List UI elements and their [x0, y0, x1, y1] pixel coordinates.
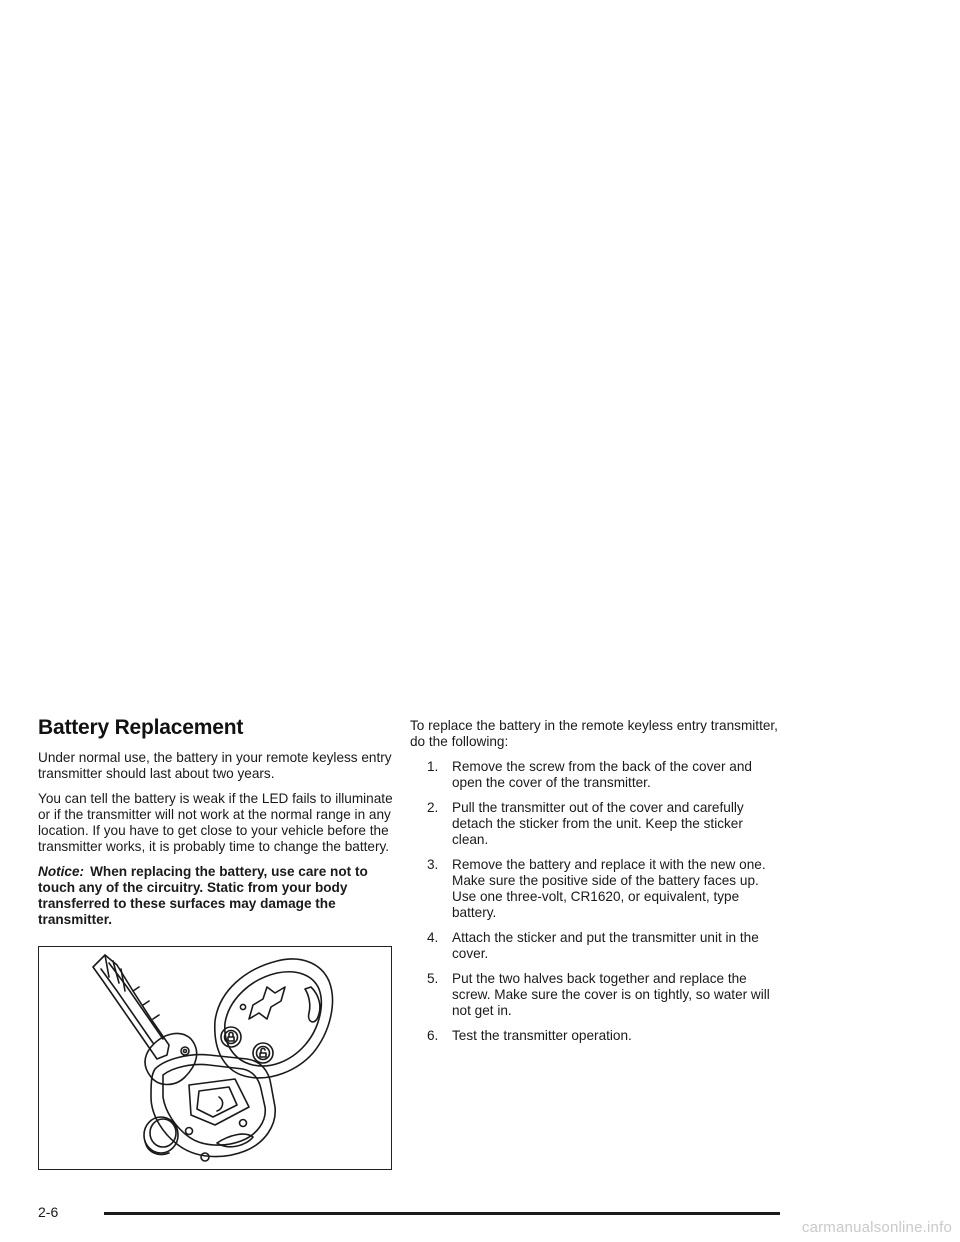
page-number: 2-6: [38, 1204, 59, 1220]
step-item: [410, 759, 782, 791]
steps-intro: To replace the battery in the remote keyless entry transmitter, do the following:: [410, 718, 778, 749]
step-item: [410, 930, 782, 962]
step-number: 2.: [427, 800, 439, 815]
step-text: Remove the screw from the back of the cover and open the cover of the transmitter.: [452, 759, 752, 790]
step-text: Remove the battery and replace it with the new one. Make sure the positive side of the battery faces up. Use one three-volt, CR1620, or equivalent, type battery.: [452, 857, 766, 920]
step-number: 6.: [427, 1028, 439, 1043]
key-blade: [93, 955, 169, 1059]
transmitter-cover: [215, 959, 333, 1078]
battery-icon: [144, 1117, 178, 1155]
step-item: [410, 857, 782, 921]
notice-text: When replacing the battery, use care not to touch any of the circuitry. Static from your body transferred to these surfaces may damage the transmitter.: [38, 864, 368, 927]
left-column: [38, 716, 398, 937]
step-number: 3.: [427, 857, 439, 872]
footer-divider: [104, 1212, 780, 1215]
step-item: [410, 971, 782, 1019]
right-column: [410, 718, 782, 1053]
replacement-steps: [410, 759, 782, 1044]
step-number: 4.: [427, 930, 439, 945]
notice: [38, 864, 398, 928]
notice-label: Notice:: [38, 864, 85, 879]
step-text: Test the transmitter operation.: [452, 1028, 632, 1043]
step-item: [410, 1028, 782, 1044]
paragraph-battery-life: Under normal use, the battery in your remote keyless entry transmitter should last about two years.: [38, 750, 392, 781]
key-fob-drawing: [39, 947, 393, 1171]
section-title: Battery Replacement: [38, 716, 244, 739]
step-text: Put the two halves back together and replace the screw. Make sure the cover is on tightly, so water will not get in.: [452, 971, 770, 1018]
step-text: Attach the sticker and put the transmitter unit in the cover.: [452, 930, 759, 961]
paragraph-weak-battery: You can tell the battery is weak if the LED fails to illuminate or if the transmitter will not work at the normal range in any location. If you have to get close to your vehicle before the transmitter works, it is probably time to change the battery.: [38, 791, 393, 854]
step-number: 5.: [427, 971, 439, 986]
step-item: [410, 800, 782, 848]
watermark: carmanualsonline.info: [801, 1219, 952, 1236]
transmitter-illustration: [38, 946, 392, 1170]
step-number: 1.: [427, 759, 439, 774]
step-text: Pull the transmitter out of the cover and carefully detach the sticker from the unit. Keep the sticker clean.: [452, 800, 744, 847]
